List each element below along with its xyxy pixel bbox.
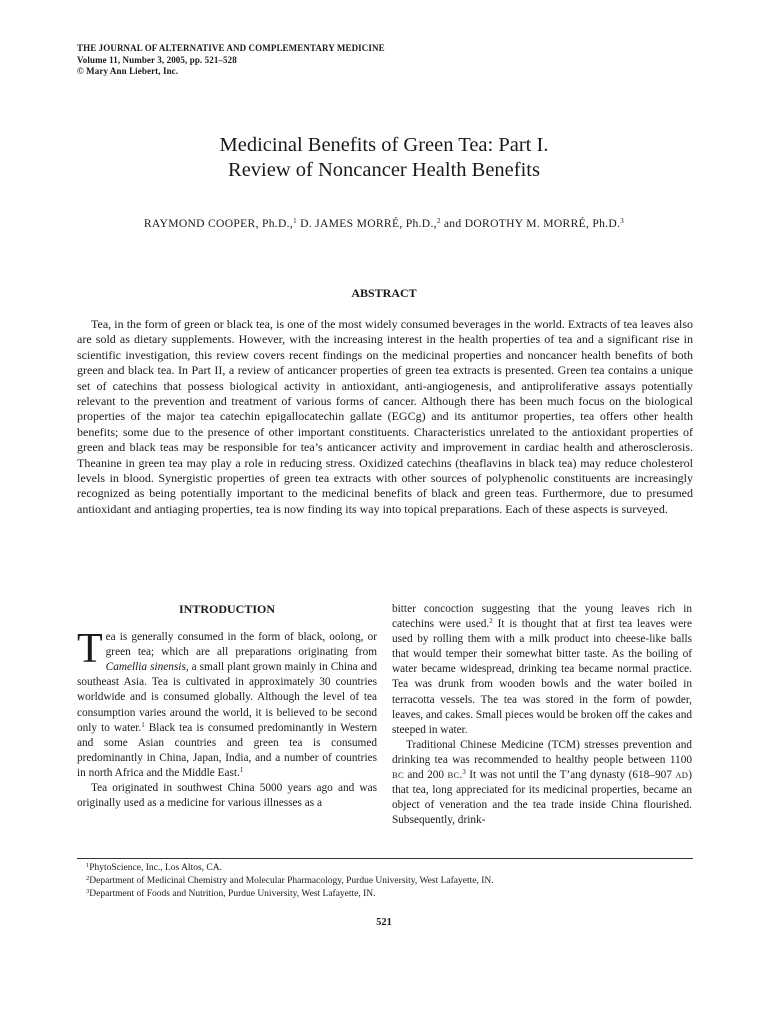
section-heading-introduction: INTRODUCTION — [178, 602, 275, 616]
era-label: BC — [447, 770, 460, 781]
footnote-divider — [77, 858, 693, 859]
drop-cap: T — [77, 626, 103, 673]
title-line-1: Medicinal Benefits of Green Tea: Part I. — [219, 134, 549, 156]
author-name: RAYMOND COOPER, Ph.D., — [143, 217, 294, 230]
author-list — [0, 217, 768, 230]
affiliation-mark: 1 — [293, 217, 297, 225]
abstract-heading: ABSTRACT — [351, 286, 417, 300]
abstract-text: Tea, in the form of green or black tea, is one of the most widely consumed beverages in the world. Extracts of tea leaves also are sold as dietary supplements. However, with the increasing interest in the health properties of tea and a significant rise in scientific investigation, this review covers recent findings on the medicinal properties and noncancer health benefits of both green and black tea. In Part II, a review of anticancer properties of green tea extracts is presented. Green tea contains a unique set of catechins that possess biological activity in antioxidant, anti-angiogenesis, and antiproliferative assays potentially relevant to the prevention and treatment of various forms of cancer. Although there has been much focus on the biological properties of the major tea catechin epigallocatechin gallate (EGCg) and its antitumor properties, tea offers other health benefits; some due to the presence of other important constituents. Characteristics unrelated to the antioxidant properties of green and black teas may be responsible for tea’s anticancer activity and improvement in cardiac health and atherosclerosis. Theanine in green tea may play a role in reducing stress. Oxidized catechins (theaflavins in black tea) may reduce cholesterol levels in blood. Synergistic properties of green tea extracts with other sources of polyphenolic constituents are increasingly recognized as being potentially important to the medicinal benefits of black and green teas. Furthermore, due to presumed antioxidant and antiaging properties, tea is now finding its way into topical preparations. Each of these aspects is surveyed. — [77, 317, 693, 516]
footnote-mark: 2 — [86, 874, 90, 882]
page-number: 521 — [376, 917, 392, 928]
left-column — [77, 602, 377, 811]
author-name: DOROTHY M. MORRÉ, Ph.D. — [464, 217, 621, 230]
author-joiner: and — [443, 217, 462, 230]
intro-paragraph-1: Tea is generally consumed in the form of black, oolong, or green tea; which are all preparations originating from Camellia sinensis, a small plant grown mainly in China and southeast Asia. Tea is cultivated in approximately 30 countries worldwide and is consumed globally. Although the level of tea consumption varies around the world, it is believed to be second only to water.$^1$ Black tea is consumed predominantly in Western and some Asian countries and green tea is consumed predominantly in China, Japan, India, and a number of countries in north Africa and the Middle East.$^1$ — [77, 626, 378, 779]
intro-paragraph-2: Tea originated in southwest China 5000 years ago and was originally used as a medicine for various illnesses as a — [77, 782, 377, 810]
footnote: $^1$PhytoScience, Inc., Los Altos, CA. — [86, 862, 222, 873]
intro-paragraph-4: Traditional Chinese Medicine (TCM) stresses prevention and drinking tea was recommended to healthy people between 1100 BC and 200 BC.$^3$ It was not until the T’ang dynasty (618–907 AD) that tea, long appreciated for its medicinal properties, became an object of veneration and the tea trade inside China flourished. Subsequently, drink- — [392, 738, 692, 827]
citation-ref: 1 — [141, 720, 145, 729]
journal-header — [77, 43, 385, 78]
citation-ref: 2 — [489, 617, 493, 626]
volume-info: Volume 11, Number 3, 2005, pp. 521–528 — [77, 54, 237, 65]
journal-name: THE JOURNAL OF ALTERNATIVE AND COMPLEMENTARY MEDICINE — [77, 43, 385, 53]
author-name: D. JAMES MORRÉ, Ph.D., — [300, 217, 437, 230]
affiliation-mark: 2 — [436, 217, 441, 225]
era-label: BC — [392, 770, 404, 781]
species-name: Camellia sinensis — [105, 661, 186, 674]
footnote-mark: 1 — [86, 862, 90, 869]
footnote-mark: 3 — [86, 887, 90, 895]
era-label: AD — [675, 770, 689, 781]
citation-ref: 1 — [239, 765, 244, 774]
article-title — [0, 133, 768, 183]
title-line-2: Review of Noncancer Health Benefits — [228, 159, 540, 181]
footnotes — [86, 862, 494, 900]
footnote: $^3$Department of Foods and Nutrition, Purdue University, West Lafayette, IN. — [86, 887, 376, 899]
affiliation-mark: 3 — [620, 217, 625, 225]
citation-ref: 3 — [462, 768, 466, 777]
copyright-line: © Mary Ann Liebert, Inc. — [77, 66, 179, 76]
intro-paragraph-3: bitter concoction suggesting that the young leaves rich in catechins were used.$^2$ It is thought that at first tea leaves were used by rolling them with a milk product into cheese-like balls that would temper their somewhat bitter taste. As the boiling of water became widespread, drinking tea became normal practice. Tea was drunk from wooden bowls and the water boiled in terracotta vessels. The tea was stored in the form of powder, leaves, and cakes. Small pieces would be broken off the cakes and steeped in water. — [392, 603, 692, 736]
footnote: $^2$Department of Medicinal Chemistry and Molecular Pharmacology, Purdue University, West Lafayette, IN. — [86, 874, 494, 886]
right-column — [392, 602, 692, 828]
